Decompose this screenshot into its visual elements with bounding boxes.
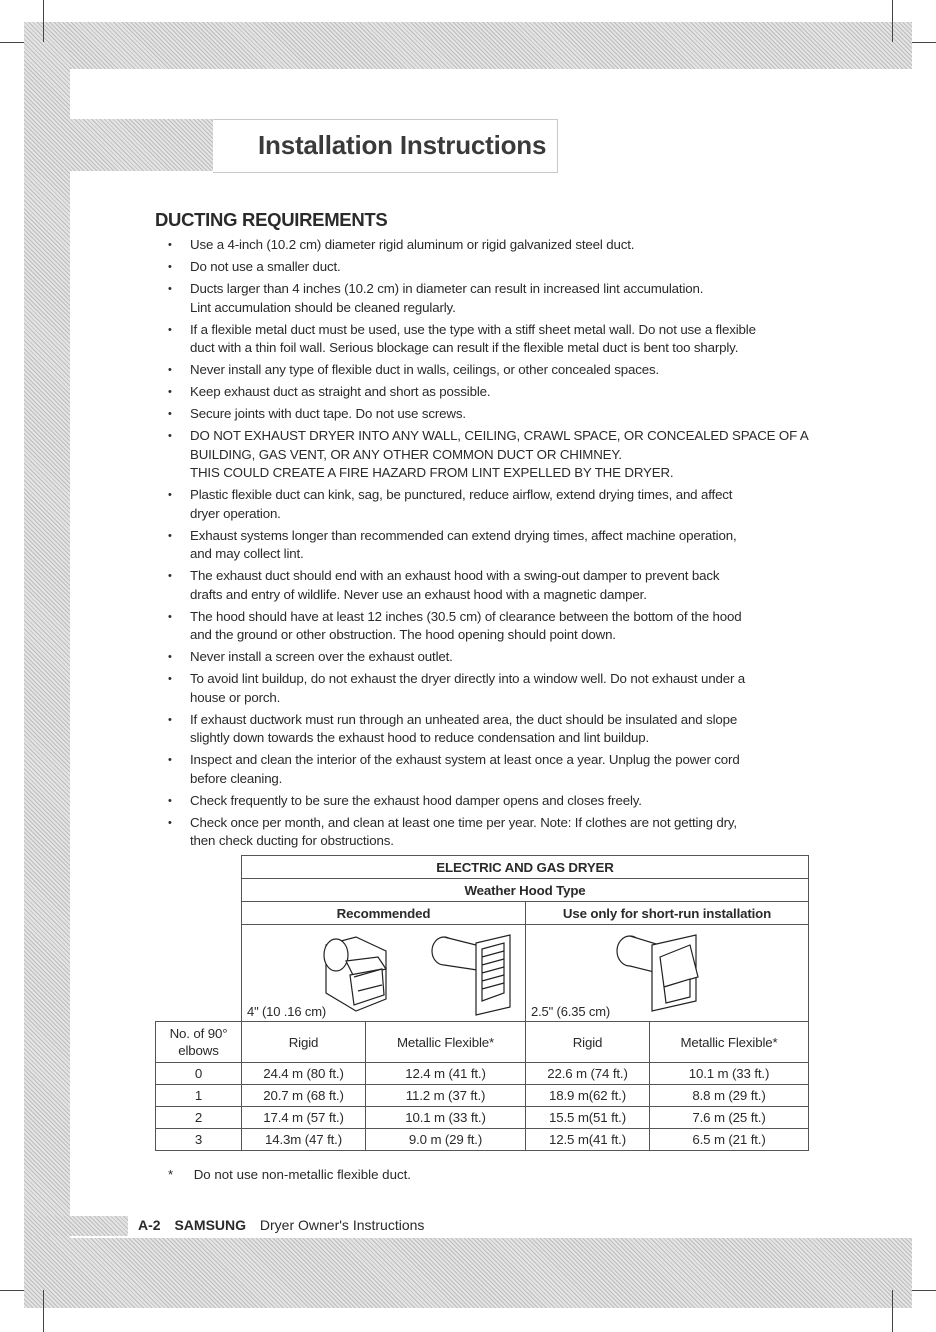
list-item <box>160 383 810 402</box>
list-item <box>160 280 810 317</box>
list-item-line: and the ground or other obstruction. The hood opening should point down. <box>190 627 616 642</box>
list-item-line: • Never install a screen over the exhaust outlet. <box>190 649 453 664</box>
header-decoration <box>24 119 214 171</box>
duct-length-cell: 9.0 m (29 ft.) <box>366 1129 526 1151</box>
list-item-line: • Keep exhaust duct as straight and short as possible. <box>190 384 491 399</box>
duct-length-cell: 18.9 m(62 ft.) <box>526 1085 650 1107</box>
col-header-elbows: No. of 90° elbows <box>156 1022 242 1063</box>
list-item-line: • Plastic flexible duct can kink, sag, be punctured, reduce airflow, extend drying times, and affect <box>190 487 733 502</box>
list-item <box>160 427 810 483</box>
elbow-count-cell: 1 <box>156 1085 242 1107</box>
crop-mark <box>912 1290 936 1291</box>
document-title: Dryer Owner's Instructions <box>259 1217 425 1233</box>
list-item <box>160 751 810 788</box>
list-item-line: duct with a thin foil wall. Serious blockage can result if the flexible metal duct is bent too sharply. <box>190 340 739 355</box>
list-item-line: then check ducting for obstructions. <box>190 833 394 848</box>
list-item-line: • Use a 4-inch (10.2 cm) diameter rigid aluminum or rigid galvanized steel duct. <box>190 237 635 252</box>
crop-mark <box>912 42 936 43</box>
list-item <box>160 321 810 358</box>
page-title: Installation Instructions <box>258 130 547 160</box>
list-item-line: • Inspect and clean the interior of the exhaust system at least once a year. Unplug the power cord <box>190 752 740 767</box>
list-item-line: house or porch. <box>190 689 281 705</box>
duct-length-cell: 24.4 m (80 ft.) <box>242 1063 366 1085</box>
bottom-border-band <box>24 1238 912 1308</box>
duct-length-cell: 15.5 m(51 ft.) <box>526 1107 650 1129</box>
table-spacer <box>156 902 242 925</box>
footnote <box>168 1167 411 1182</box>
list-item <box>160 608 810 645</box>
page-footer <box>138 1217 424 1233</box>
list-item <box>160 405 810 424</box>
list-item <box>160 361 810 380</box>
list-item <box>160 486 810 523</box>
footnote-marker: * <box>168 1167 174 1182</box>
duct-length-cell: 10.1 m (33 ft.) <box>366 1107 526 1129</box>
list-item <box>160 258 810 277</box>
duct-length-cell: 7.6 m (25 ft.) <box>650 1107 809 1129</box>
crop-mark <box>892 0 893 42</box>
crop-mark <box>0 42 24 43</box>
group-header-recommended: Recommended <box>242 902 526 925</box>
duct-length-cell: 11.2 m (37 ft.) <box>366 1085 526 1107</box>
list-item <box>160 814 810 851</box>
list-item-line: • Ducts larger than 4 inches (10.2 cm) in diameter can result in increased lint accumulation. <box>190 281 704 296</box>
elbow-count-cell: 0 <box>156 1063 242 1085</box>
list-item-line: • Secure joints with duct tape. Do not use screws. <box>190 406 466 421</box>
list-item-line: • To avoid lint buildup, do not exhaust the dryer directly into a window well. Do not exhaust under a <box>190 671 746 686</box>
table-subtitle: Weather Hood Type <box>242 879 809 902</box>
list-item-line: • Exhaust systems longer than recommended can extend drying times, affect machine operation, <box>190 527 737 543</box>
table-row <box>156 1085 809 1107</box>
list-item-line: and may collect lint. <box>190 546 304 561</box>
list-item-line: • DO NOT EXHAUST DRYER INTO ANY WALL, CEILING, CRAWL SPACE, OR CONCEALED SPACE OF A <box>190 428 809 443</box>
table-spacer <box>156 925 242 1022</box>
list-item-line: • Check once per month, and clean at least one time per year. Note: If clothes are not getting dry, <box>190 814 737 830</box>
list-item-line: THIS COULD CREATE A FIRE HAZARD FROM LINT EXPELLED BY THE DRYER. <box>190 465 674 480</box>
list-item-line: • If a flexible metal duct must be used, use the type with a stiff sheet metal wall. Do not use a flexible <box>190 321 756 337</box>
col-header-rigid: Rigid <box>526 1022 650 1063</box>
list-item-line: BUILDING, GAS VENT, OR ANY OTHER COMMON DUCT OR CHIMNEY. <box>190 446 622 462</box>
top-border-band <box>24 22 912 69</box>
footnote-text: Do not use non-metallic flexible duct. <box>193 1167 411 1182</box>
list-item <box>160 792 810 811</box>
list-item-line: • Never install any type of flexible duct in walls, ceilings, or other concealed spaces. <box>190 362 659 377</box>
list-item <box>160 236 810 255</box>
list-item <box>160 711 810 748</box>
table-spacer <box>156 856 242 879</box>
size-label-recommended: 4" (10 .16 cm) <box>247 1004 327 1019</box>
elbow-count-cell: 2 <box>156 1107 242 1129</box>
brand-name: SAMSUNG <box>174 1217 247 1233</box>
hood-louvered-icon <box>428 931 538 1017</box>
duct-length-cell: 22.6 m (74 ft.) <box>526 1063 650 1085</box>
group-header-short-run: Use only for short-run installation <box>526 902 809 925</box>
crop-mark <box>43 1290 44 1332</box>
col-header-flexible: Metallic Flexible* <box>366 1022 526 1063</box>
footer-decoration <box>24 1216 128 1236</box>
list-item-line: dryer operation. <box>190 505 281 521</box>
list-item <box>160 567 810 604</box>
duct-length-cell: 14.3m (47 ft.) <box>242 1129 366 1151</box>
duct-length-cell: 8.8 m (29 ft.) <box>650 1085 809 1107</box>
list-item-line: • The hood should have at least 12 inches (30.5 cm) of clearance between the bottom of the hood <box>190 608 742 624</box>
hood-damper-small-icon <box>606 931 716 1017</box>
list-item-line: before cleaning. <box>190 770 283 786</box>
elbow-count-cell: 3 <box>156 1129 242 1151</box>
list-item <box>160 648 810 667</box>
list-item-line: drafts and entry of wildlife. Never use an exhaust hood with a magnetic damper. <box>190 586 647 602</box>
table-row <box>156 1129 809 1151</box>
duct-length-cell: 20.7 m (68 ft.) <box>242 1085 366 1107</box>
requirements-list <box>160 236 810 854</box>
duct-length-table <box>155 855 809 1151</box>
duct-length-cell: 10.1 m (33 ft.) <box>650 1063 809 1085</box>
list-item <box>160 527 810 564</box>
table-row <box>156 1063 809 1085</box>
duct-length-cell: 6.5 m (21 ft.) <box>650 1129 809 1151</box>
list-item-line: • Do not use a smaller duct. <box>190 259 341 274</box>
size-label-short-run: 2.5" (6.35 cm) <box>531 1004 611 1019</box>
table-body <box>156 1063 809 1151</box>
hood-image-short-run <box>526 925 809 1022</box>
duct-length-cell: 17.4 m (57 ft.) <box>242 1107 366 1129</box>
hood-image-recommended <box>242 925 526 1022</box>
col-header-rigid: Rigid <box>242 1022 366 1063</box>
list-item-line: • Check frequently to be sure the exhaust hood damper opens and closes freely. <box>190 792 642 808</box>
list-item-line: • The exhaust duct should end with an exhaust hood with a swing-out damper to prevent back <box>190 568 720 583</box>
list-item-line: slightly down towards the exhaust hood to reduce condensation and lint buildup. <box>190 730 650 745</box>
table-spacer <box>156 879 242 902</box>
col-header-flexible: Metallic Flexible* <box>650 1022 809 1063</box>
duct-length-cell: 12.4 m (41 ft.) <box>366 1063 526 1085</box>
duct-length-cell: 12.5 m(41 ft.) <box>526 1129 650 1151</box>
crop-mark <box>0 1290 24 1291</box>
crop-mark <box>43 0 44 42</box>
table-row <box>156 1107 809 1129</box>
left-border-band <box>24 22 70 1308</box>
page-number: A-2 <box>138 1217 161 1233</box>
section-heading: DUCTING REQUIREMENTS <box>155 209 388 230</box>
list-item-line: Lint accumulation should be cleaned regularly. <box>190 299 456 315</box>
table-title: ELECTRIC AND GAS DRYER <box>242 856 809 879</box>
list-item <box>160 670 810 707</box>
list-item-line: • If exhaust ductwork must run through an unheated area, the duct should be insulated and slope <box>190 711 738 727</box>
crop-mark <box>892 1290 893 1332</box>
